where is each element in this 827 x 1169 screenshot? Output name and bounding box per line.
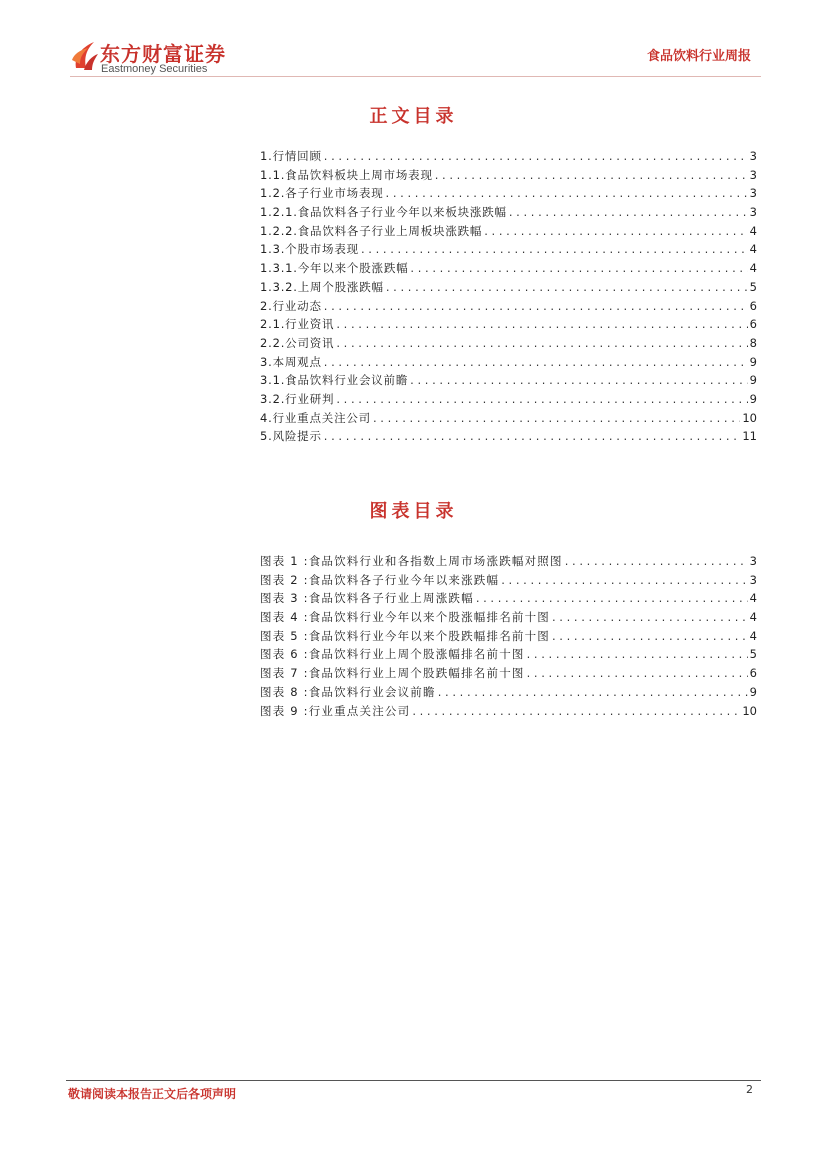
dot-leader xyxy=(324,429,741,443)
footer-disclaimer: 敬请阅读本报告正文后各项声明 xyxy=(68,1087,237,1101)
figure-entry-page: 3 xyxy=(749,572,757,587)
figure-entry[interactable] xyxy=(260,590,757,609)
toc-entry-page: 6 xyxy=(749,298,757,313)
dot-leader xyxy=(435,168,748,182)
toc-entry[interactable] xyxy=(260,335,757,354)
figure-entry-page: 4 xyxy=(749,610,757,625)
dot-leader xyxy=(484,224,747,238)
toc-entry[interactable] xyxy=(260,279,757,298)
page-number: 2 xyxy=(746,1083,753,1096)
company-logo xyxy=(70,38,250,78)
toc-entry-page: 9 xyxy=(749,354,757,369)
figure-entry[interactable] xyxy=(260,553,757,572)
figure-entry-label: 图表 2 :食品饮料各子行业今年以来涨跌幅 xyxy=(260,572,500,587)
figure-entry-label: 图表 8 :食品饮料行业会议前瞻 xyxy=(260,684,436,699)
dot-leader xyxy=(336,392,747,406)
toc-entry[interactable] xyxy=(260,410,757,429)
figure-entry-page: 5 xyxy=(749,647,757,662)
toc-entry[interactable] xyxy=(260,298,757,317)
figure-entry-page: 10 xyxy=(742,703,757,718)
toc-list xyxy=(260,148,757,447)
toc-entry-label: 1.3.个股市场表现 xyxy=(260,242,359,257)
toc-entry[interactable] xyxy=(260,260,757,279)
toc-entry-page: 9 xyxy=(749,373,757,388)
toc-entry[interactable] xyxy=(260,428,757,447)
figure-list xyxy=(260,553,757,721)
figure-entry-label: 图表 5 :食品饮料行业今年以来个股跌幅排名前十图 xyxy=(260,628,550,643)
toc-entry-label: 2.行业动态 xyxy=(260,298,322,313)
dot-leader xyxy=(361,242,748,256)
figure-entry-label: 图表 9 :行业重点关注公司 xyxy=(260,703,411,718)
report-type-label: 食品饮料行业周报 xyxy=(646,49,751,64)
figure-entry[interactable] xyxy=(260,646,757,665)
toc-entry[interactable] xyxy=(260,391,757,410)
dot-leader xyxy=(501,573,747,587)
figure-entry-page: 9 xyxy=(749,684,757,699)
dot-leader xyxy=(552,629,748,643)
toc-entry-page: 6 xyxy=(749,317,757,332)
figure-entry-page: 4 xyxy=(749,591,757,606)
dot-leader xyxy=(373,411,740,425)
toc-entry-label: 3.本周观点 xyxy=(260,354,322,369)
toc-title: 正文目录 xyxy=(369,106,458,127)
dot-leader xyxy=(336,317,747,331)
eastmoney-logo-icon xyxy=(70,38,100,72)
figure-entry[interactable] xyxy=(260,628,757,647)
figure-entry-label: 图表 4 :食品饮料行业今年以来个股涨幅排名前十图 xyxy=(260,610,550,625)
toc-entry[interactable] xyxy=(260,185,757,204)
dot-leader xyxy=(509,205,748,219)
dot-leader xyxy=(527,647,748,661)
figure-entry-label: 图表 1 :食品饮料行业和各指数上周市场涨跌幅对照图 xyxy=(260,554,563,568)
toc-entry-page: 4 xyxy=(749,242,757,257)
toc-entry-label: 3.1.食品饮料行业会议前瞻 xyxy=(260,373,409,388)
toc-entry-page: 4 xyxy=(749,261,757,276)
logo-english-name: Eastmoney Securities xyxy=(101,63,208,75)
figure-entry[interactable] xyxy=(260,684,757,703)
dot-leader xyxy=(410,261,747,275)
dot-leader xyxy=(410,373,748,387)
dot-leader xyxy=(336,336,747,350)
toc-entry-label: 1.2.2.食品饮料各子行业上周板块涨跌幅 xyxy=(260,223,483,238)
dot-leader xyxy=(386,280,748,294)
toc-entry[interactable] xyxy=(260,148,757,167)
toc-entry-label: 1.3.2.上周个股涨跌幅 xyxy=(260,279,384,294)
toc-entry-page: 10 xyxy=(742,410,757,425)
figure-entry-label: 图表 7 :食品饮料行业上周个股跌幅排名前十图 xyxy=(260,666,525,681)
toc-entry[interactable] xyxy=(260,167,757,186)
toc-entry-label: 2.1.行业资讯 xyxy=(260,317,335,332)
figure-entry-label: 图表 6 :食品饮料行业上周个股涨幅排名前十图 xyxy=(260,647,525,662)
toc-entry-page: 11 xyxy=(742,429,757,444)
toc-entry-label: 5.风险提示 xyxy=(260,429,322,444)
dot-leader xyxy=(386,186,748,200)
header-divider xyxy=(70,76,761,77)
dot-leader xyxy=(412,704,740,718)
figure-entry-label: 图表 3 :食品饮料各子行业上周涨跌幅 xyxy=(260,591,474,606)
figure-entry[interactable] xyxy=(260,665,757,684)
figure-entry[interactable] xyxy=(260,703,757,722)
dot-leader xyxy=(476,591,748,605)
toc-entry-label: 3.2.行业研判 xyxy=(260,391,335,406)
dot-leader xyxy=(552,610,748,624)
figure-entry[interactable] xyxy=(260,572,757,591)
dot-leader xyxy=(324,149,748,163)
toc-entry[interactable] xyxy=(260,204,757,223)
toc-entry[interactable] xyxy=(260,354,757,373)
toc-entry[interactable] xyxy=(260,241,757,260)
toc-entry-label: 1.行情回顾 xyxy=(260,149,322,163)
toc-entry-label: 1.2.各子行业市场表现 xyxy=(260,186,384,201)
toc-entry-label: 1.1.食品饮料板块上周市场表现 xyxy=(260,167,433,182)
toc-entry[interactable] xyxy=(260,223,757,242)
figure-entry-page: 3 xyxy=(749,554,757,568)
toc-entry[interactable] xyxy=(260,316,757,335)
toc-entry-page: 9 xyxy=(749,391,757,406)
toc-entry-page: 5 xyxy=(749,279,757,294)
toc-entry-page: 3 xyxy=(749,167,757,182)
toc-entry-page: 4 xyxy=(749,223,757,238)
figure-entry-page: 4 xyxy=(749,628,757,643)
dot-leader xyxy=(565,554,748,568)
toc-entry-label: 1.3.1.今年以来个股涨跌幅 xyxy=(260,261,409,276)
dot-leader xyxy=(438,685,748,699)
logo-chinese-name: 东方财富证券 xyxy=(100,42,226,66)
toc-entry-page: 3 xyxy=(749,186,757,201)
figure-list-title: 图表目录 xyxy=(369,501,458,522)
toc-entry-page: 8 xyxy=(749,335,757,350)
figure-entry-page: 6 xyxy=(749,666,757,681)
dot-leader xyxy=(324,299,748,313)
toc-entry-label: 2.2.公司资讯 xyxy=(260,335,335,350)
dot-leader xyxy=(324,355,748,369)
dot-leader xyxy=(527,666,748,680)
toc-entry-page: 3 xyxy=(749,149,757,163)
toc-entry-label: 1.2.1.食品饮料各子行业今年以来板块涨跌幅 xyxy=(260,205,507,220)
footer-divider xyxy=(66,1080,761,1081)
toc-entry-label: 4.行业重点关注公司 xyxy=(260,410,371,425)
toc-entry[interactable] xyxy=(260,372,757,391)
toc-entry-page: 3 xyxy=(749,205,757,220)
figure-entry[interactable] xyxy=(260,609,757,628)
